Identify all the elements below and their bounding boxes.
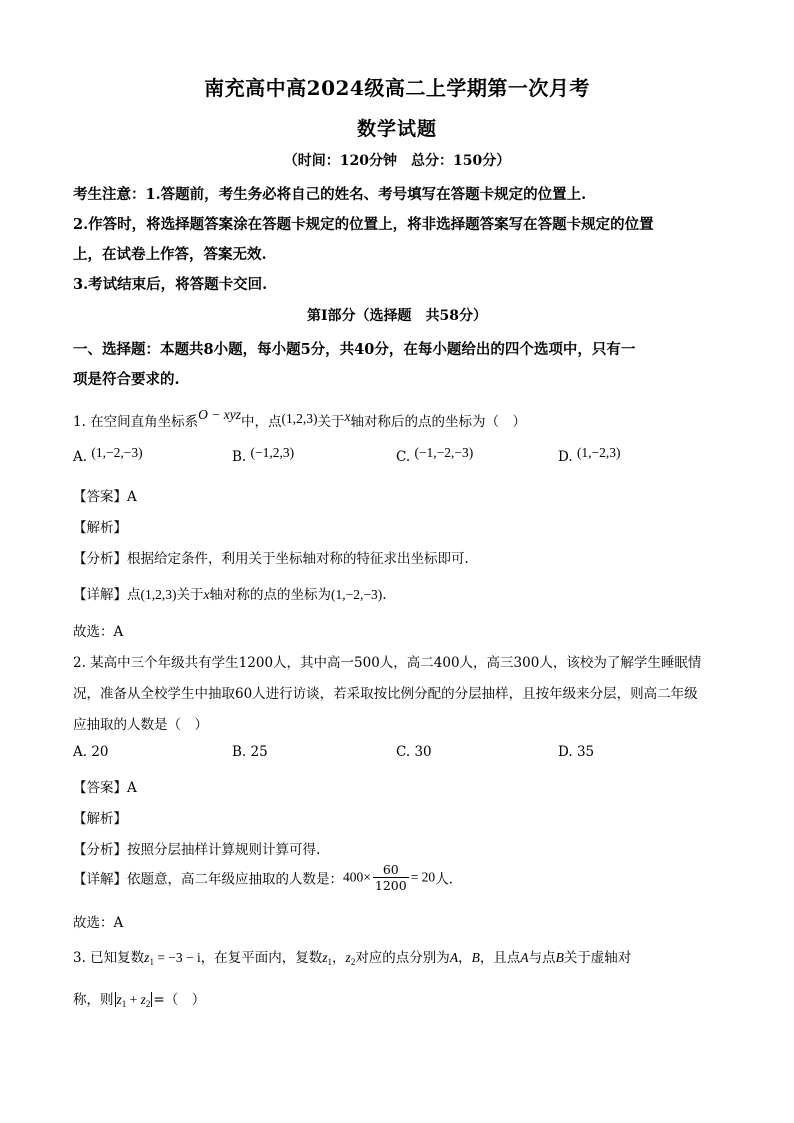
q2-choose: 故选：A bbox=[73, 915, 124, 931]
q2-stem-line-2: 况，准备从全校学生中抽取60人进行访谈，若采取按比例分配的分层抽样，且按年级来分层，则高二年级 bbox=[73, 686, 698, 702]
q2-calc-b: = 20 bbox=[410, 869, 436, 885]
exam-subtitle: 数学试题 bbox=[356, 118, 437, 140]
q3-z2-sub: 2 bbox=[350, 957, 356, 967]
q2-calc-fraction bbox=[373, 862, 409, 893]
q2-stem-line-3: 应抽取的人数是（ ） bbox=[73, 717, 208, 733]
q2-xiangjie-end: 人. bbox=[435, 871, 453, 888]
q1-option-c-label: C. bbox=[396, 449, 411, 465]
q3-point-a: A bbox=[449, 950, 459, 965]
q3-z1-eq-sub: 1 bbox=[149, 957, 154, 967]
q1-option-b-label: B. bbox=[232, 449, 247, 465]
q1-analysis-label: 【解析】 bbox=[73, 520, 127, 536]
q3-stem-pre: 3. 已知复数 bbox=[73, 950, 145, 966]
q3-z1-eq bbox=[144, 950, 201, 965]
q2-option-c-label: C. bbox=[396, 744, 411, 760]
q3-stem-line-1 bbox=[73, 946, 631, 967]
q3-z1 bbox=[322, 950, 332, 965]
exam-title: 南充高中高2024级高二上学期第一次月考 bbox=[204, 76, 590, 100]
q2-stem-line-1: 2. 某高中三个年级共有学生1200人，其中高一500人，高二400人，高三300人，该校为了解学生睡眠情 bbox=[73, 655, 702, 671]
q2-option-c-value: 30 bbox=[414, 744, 432, 760]
q3-stem-mid2: 对应的点分别为 bbox=[355, 950, 450, 966]
q2-option-d-label: D. bbox=[558, 744, 573, 760]
notice-line-3: 上，在试卷上作答，答案无效. bbox=[73, 246, 267, 263]
q3-stem-mid4: 与点 bbox=[528, 950, 556, 966]
q1-option-d-label: D. bbox=[558, 449, 573, 465]
q1-xiangjie-mid2: 轴对称的点的坐标为 bbox=[209, 587, 331, 603]
q3-z1-eq-var: z bbox=[144, 950, 150, 965]
q1-stem-post: 轴对称后的点的坐标为（ ） bbox=[350, 414, 527, 430]
notice-line-2: 2.作答时，将选择题答案涂在答题卡规定的位置上，将非选择题答案写在答题卡规定的位置 bbox=[73, 216, 654, 233]
q1-xiangjie-mid: 关于 bbox=[176, 587, 204, 603]
q3-stem-mid1: ，在复平面内，复数 bbox=[200, 950, 323, 966]
q2-xiangjie-pre: 【详解】依题意，高二年级应抽取的人数是： bbox=[73, 871, 343, 888]
part1-intro-line-1: 一、选择题：本题共8小题，每小题5分，共40分，在每小题给出的四个选项中，只有一 bbox=[73, 341, 636, 358]
q1-point: (1,2,3) bbox=[281, 411, 318, 426]
q1-stem-mid2: 关于 bbox=[317, 414, 345, 430]
q3-abs-sub2: 2 bbox=[145, 999, 151, 1009]
q3-abs-z1: z bbox=[116, 992, 122, 1007]
q2-calc-denominator: 1200 bbox=[374, 878, 407, 893]
q3-point-b: B bbox=[471, 950, 480, 965]
q1-stem bbox=[73, 407, 527, 430]
q2-option-a-label: A. bbox=[73, 744, 88, 760]
part1-intro-line-2: 项是符合要求的. bbox=[73, 371, 180, 388]
q2-option-b-value: 25 bbox=[250, 744, 268, 760]
q2-answer: 【答案】A bbox=[73, 780, 137, 796]
q1-fenxi: 【分析】根据给定条件，利用关于坐标轴对称的特征求出坐标即可. bbox=[73, 551, 469, 567]
q3-stem-mid5: 关于虚轴对 bbox=[563, 950, 632, 966]
q3-z1-sub: 1 bbox=[327, 957, 333, 967]
q1-answer: 【答案】A bbox=[73, 489, 137, 505]
q1-xiangjie-result: (1,−2,−3) bbox=[331, 587, 383, 602]
part1-heading: 第I部分（选择题 共58分） bbox=[306, 308, 488, 324]
q2-option-c bbox=[396, 744, 432, 760]
q1-xiangjie-axis: x bbox=[203, 587, 210, 602]
q1-axis: x bbox=[344, 409, 351, 424]
q3-l2-pre: 称，则 bbox=[73, 992, 114, 1008]
notice-line-4: 3.考试结束后，将答题卡交回. bbox=[73, 276, 268, 293]
q1-option-c-value: (−1,−2,−3) bbox=[414, 445, 474, 460]
q2-option-d bbox=[558, 744, 594, 760]
q3-stem-mid3: ，且点 bbox=[479, 950, 521, 966]
q1-stem-mid1: 中，点 bbox=[241, 414, 282, 430]
q2-option-d-value: 35 bbox=[576, 744, 595, 760]
q3-abs-z2: z bbox=[140, 992, 146, 1007]
q1-option-d-value: (1,−2,3) bbox=[576, 445, 621, 460]
q1-choose: 故选：A bbox=[73, 624, 124, 640]
q3-z1-var: z bbox=[322, 950, 328, 965]
q2-option-a bbox=[73, 744, 109, 760]
q2-option-b bbox=[232, 744, 268, 760]
q2-option-b-label: B. bbox=[232, 744, 247, 760]
q2-option-a-value: 20 bbox=[91, 744, 109, 760]
q3-point-a2: A bbox=[520, 950, 529, 965]
q1-coord-system: O − xyz bbox=[198, 407, 242, 422]
q1-option-b-value: (−1,2,3) bbox=[250, 445, 295, 460]
q1-option-d bbox=[558, 445, 621, 465]
q3-abs-sub1: 1 bbox=[121, 999, 127, 1009]
q2-calc-a: 400× bbox=[343, 869, 371, 885]
q3-l2-post: =（ ） bbox=[153, 992, 206, 1008]
q3-z1-eq-rhs: = −3 − i bbox=[153, 950, 201, 965]
q3-z2 bbox=[346, 950, 356, 965]
q1-option-c bbox=[396, 445, 474, 465]
q3-z2-var: z bbox=[345, 950, 351, 965]
q3-abs-expr bbox=[117, 992, 151, 1007]
q2-calc-numerator: 60 bbox=[373, 862, 409, 878]
q2-fenxi: 【分析】按照分层抽样计算规则计算可得. bbox=[73, 842, 321, 858]
q1-option-a bbox=[73, 445, 143, 465]
q1-stem-pre: 1. 在空间直角坐标系 bbox=[73, 414, 199, 430]
q3-stem-line-2 bbox=[73, 988, 205, 1009]
q2-analysis-label: 【解析】 bbox=[73, 811, 127, 827]
exam-meta: （时间：120分钟 总分：150分） bbox=[283, 153, 511, 169]
q1-xiangjie bbox=[73, 583, 387, 603]
q1-option-a-value: (1,−2,−3) bbox=[91, 445, 143, 460]
q1-option-a-label: A. bbox=[73, 449, 88, 465]
q1-xiangjie-point: (1,2,3) bbox=[140, 587, 177, 602]
q3-abs-plus: + bbox=[126, 992, 141, 1007]
abs-bar-left bbox=[115, 992, 116, 1007]
q3-point-b2: B bbox=[555, 950, 564, 965]
q3-comma: ， bbox=[332, 950, 346, 966]
notice-line-1: 考生注意：1.答题前，考生务必将自己的姓名、考号填写在答题卡规定的位置上. bbox=[73, 186, 587, 203]
q1-xiangjie-pre: 【详解】点 bbox=[73, 587, 141, 603]
q3-comma2: ， bbox=[458, 950, 472, 966]
q1-option-b bbox=[232, 445, 295, 465]
q1-xiangjie-end: . bbox=[382, 587, 387, 603]
q2-xiangjie bbox=[73, 862, 453, 893]
